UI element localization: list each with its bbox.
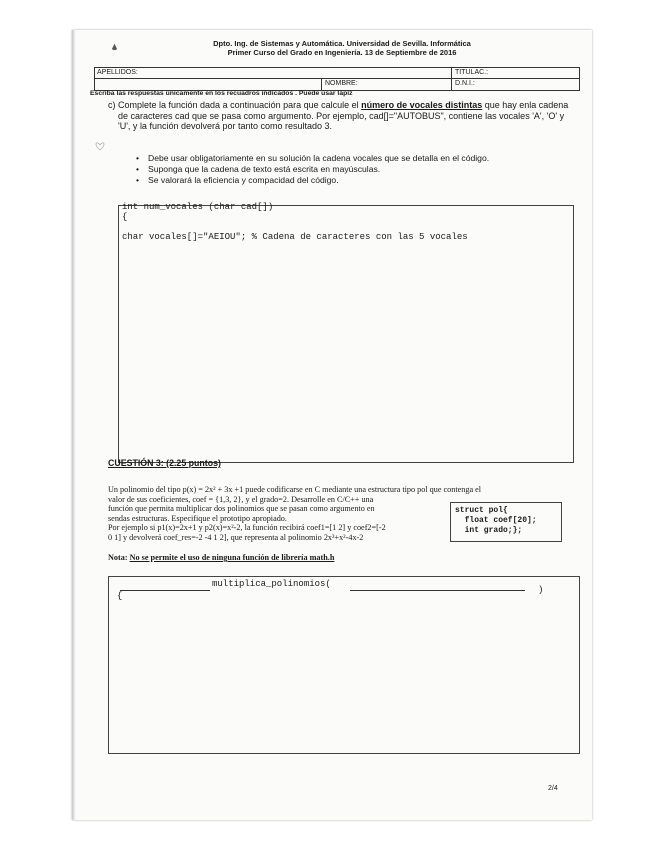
question-3-line-1: Un polinomio del tipo p(x) = 2x² + 3x +1 puede codificarse en C mediante una estructura tipo pol que contenga el bbox=[108, 485, 482, 494]
code-line-signature: int num_vocales (char cad[]) bbox=[122, 202, 274, 212]
question-c-bullets bbox=[136, 153, 566, 186]
question-3-note bbox=[108, 553, 334, 562]
bullet-item: • Suponga que la cadena de texto está escrita en mayúsculas. bbox=[136, 164, 566, 175]
dni-label: D.N.I.: bbox=[455, 80, 475, 87]
code-line-vocales: char vocales[]="AEIOU"; % Cadena de caracteres con las 5 vocales bbox=[122, 232, 468, 242]
question-3-line-5: Por ejemplo si p1(x)=2x+1 y p2(x)=x²-2, la función recibirá coef1=[1 2] y coef2=[-2 bbox=[108, 523, 386, 533]
note-text: No se permite el uso de ninguna función de librería math.h bbox=[129, 553, 335, 562]
answer-box-3[interactable] bbox=[108, 576, 580, 754]
question-c-text-before: Complete la función dada a continuación para que calcule el bbox=[118, 100, 362, 110]
prototype-function-name: multiplica_polinomios( bbox=[212, 579, 331, 589]
page-number: 2/4 bbox=[548, 785, 558, 792]
instructions-text: Escriba las respuestas únicamente en los recuadros indicados . Puede usar lápiz bbox=[90, 90, 353, 97]
answer-box-c[interactable] bbox=[118, 205, 574, 463]
struct-line-2: float coef[20]; bbox=[455, 516, 537, 525]
bullet-item: • Se valorará la eficiencia y compacidad del código. bbox=[136, 175, 566, 186]
arguments-blank[interactable] bbox=[350, 590, 525, 591]
heart-doodle-icon bbox=[94, 140, 106, 152]
table-divider bbox=[321, 78, 322, 90]
nombre-label: NOMBRE: bbox=[325, 80, 358, 87]
question-3-line-4: sendas estructuras. Especifique el prototipo apropiado. bbox=[108, 513, 287, 523]
code-line-brace: { bbox=[122, 212, 128, 222]
return-type-blank[interactable] bbox=[120, 590, 210, 591]
sheet-edge bbox=[72, 30, 75, 820]
struct-definition-box bbox=[450, 502, 562, 542]
question-3-title: CUESTIÓN 3: (2.25 puntos) bbox=[108, 458, 221, 468]
titulac-label: TITULAC.: bbox=[455, 69, 489, 76]
question-c-label: c) bbox=[108, 100, 116, 110]
struct-line-1: struct pol{ bbox=[455, 506, 508, 515]
question-c-statement bbox=[118, 100, 578, 132]
bullet-item: • Debe usar obligatoriamente en su solución la cadena vocales que se detalla en el código. bbox=[136, 153, 566, 164]
student-info-row-1 bbox=[95, 68, 579, 79]
question-c-text-bold: número de vocales distintas bbox=[361, 100, 483, 110]
note-prefix: Nota: bbox=[108, 553, 130, 562]
exam-sheet bbox=[72, 30, 592, 820]
exam-header bbox=[192, 39, 492, 57]
struct-line-3: int grado;}; bbox=[455, 526, 523, 535]
header-line-1: Dpto. Ing. de Sistemas y Automática. Universidad de Sevilla. Informática bbox=[213, 39, 471, 48]
question-c-text-after: que hay enla cadena de caracteres cad que se pasa como argumento. Por ejemplo, cad[]="AUTOBUS", contiene las vocales 'A', 'O' y 'U', y la función devolverá por tanto como resultado 3. bbox=[118, 100, 569, 131]
function-open-brace: { bbox=[117, 591, 123, 601]
apellidos-label: APELLIDOS: bbox=[97, 69, 138, 76]
student-info-table bbox=[94, 67, 580, 91]
question-3-line-6: 0 1] y devolverá coef_res=-2 -4 1 2], que representa al polinomio 2x³+x²-4x-2 bbox=[108, 532, 364, 542]
question-3-line-2: valor de sus coeficientes, coef = {1,3, 2}, y el grado=2. Desarrolle en C/C++ una bbox=[108, 494, 374, 504]
prototype-close-paren: ) bbox=[538, 585, 544, 595]
table-divider bbox=[451, 68, 452, 90]
header-line-2: Primer Curso del Grado en Ingeniería. 13 de Septiembre de 2016 bbox=[227, 48, 457, 57]
university-logo-icon bbox=[110, 42, 119, 51]
question-3-line-3: función que permita multiplicar dos polinomios que se pasan como argumento en bbox=[108, 504, 375, 514]
